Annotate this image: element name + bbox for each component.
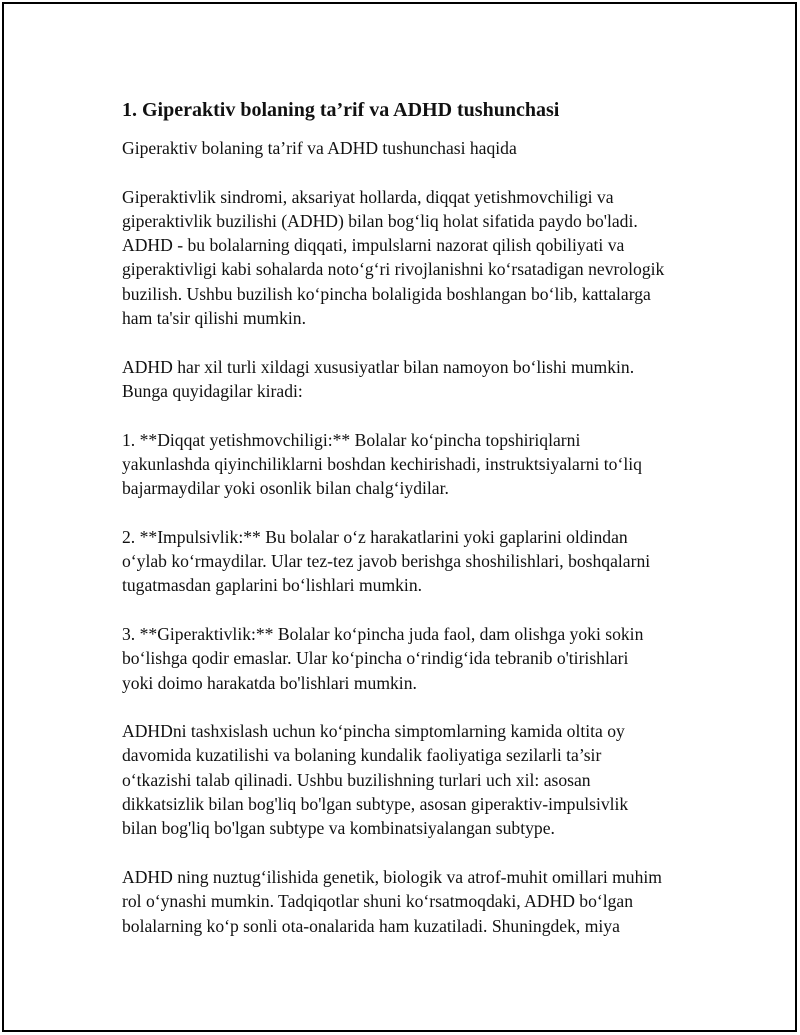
paragraph-line: ADHD har xil turli xildagi xususiyatlar bilan namoyon bo‘lishi mumkin. <box>122 356 635 377</box>
paragraph <box>122 525 712 598</box>
paragraph-line: davomida kuzatilishi va bolaning kundalik faoliyatiga sezilarli ta’sir <box>122 745 602 766</box>
paragraph-line: buzilish. Ushbu buzilish ko‘pincha bolaligida boshlangan bo‘lib, kattalarga <box>122 283 651 304</box>
document-subtitle: Giperaktiv bolaning ta’rif va ADHD tushunchasi haqida <box>122 138 517 158</box>
document-body <box>122 97 712 938</box>
paragraph-line: tugatmasdan gaplarini bo‘lishlari mumkin. <box>122 575 423 596</box>
paragraph-line: bajarmaydilar yoki osonlik bilan chalg‘iydilar. <box>122 478 449 499</box>
paragraph-line: dikkatsizlik bilan bog'liq bo'lgan subtype, asosan giperaktiv-impulsivlik <box>122 794 629 815</box>
paragraph <box>122 428 712 501</box>
paragraph-line: 1. **Diqqat yetishmovchiligi:** Bolalar ko‘pincha topshiriqlarni <box>122 429 581 450</box>
paragraph <box>122 719 712 840</box>
paragraph <box>122 865 712 938</box>
paragraph-line: Bunga quyidagilar kiradi: <box>122 380 303 401</box>
paragraph-line: bo‘lishga qodir emaslar. Ular ko‘pincha o‘rindig‘ida tebranib o'tirishlari <box>122 648 629 669</box>
paragraph-line: 3. **Giperaktivlik:** Bolalar ko‘pincha juda faol, dam olishga yoki sokin <box>122 623 644 644</box>
paragraph-line: ADHDni tashxislash uchun ko‘pincha simptomlarning kamida oltita oy <box>122 721 625 742</box>
paragraph-line: o‘tkazishi talab qilinadi. Ushbu buzilishning turlari uch xil: asosan <box>122 769 591 790</box>
document-title: 1. Giperaktiv bolaning ta’rif va ADHD tushunchasi <box>122 99 560 121</box>
paragraph <box>122 185 712 331</box>
paragraph-line: 2. **Impulsivlik:** Bu bolalar o‘z harakatlarini yoki gaplarini oldindan <box>122 526 628 547</box>
paragraph-line: Giperaktivlik sindromi, aksariyat hollarda, diqqat yetishmovchiligi va <box>122 186 614 207</box>
page-frame <box>2 2 797 1032</box>
paragraph <box>122 355 712 404</box>
paragraph-line: giperaktivligi kabi sohalarda noto‘g‘ri rivojlanishni ko‘rsatadigan nevrologik <box>122 259 665 280</box>
paragraph-line: bilan bog'liq bo'lgan subtype va kombinatsiyalangan subtype. <box>122 818 555 839</box>
paragraph-line: yoki doimo harakatda bo'lishlari mumkin. <box>122 672 417 693</box>
paragraph-line: ADHD - bu bolalarning diqqati, impulslarni nazorat qilish qobiliyati va <box>122 235 625 256</box>
paragraph-line: rol o‘ynashi mumkin. Tadqiqotlar shuni ko‘rsatmoqdaki, ADHD bo‘lgan <box>122 891 634 912</box>
paragraph-line: bolalarning ko‘p sonli ota-onalarida ham kuzatiladi. Shuningdek, miya <box>122 915 620 936</box>
paragraph-line: ham ta'sir qilishi mumkin. <box>122 308 306 329</box>
paragraph-line: yakunlashda qiyinchiliklarni boshdan kechirishadi, instruktsiyalarni to‘liq <box>122 453 642 474</box>
paragraph-list <box>122 185 712 938</box>
paragraph-line: ADHD ning nuztug‘ilishida genetik, biologik va atrof-muhit omillari muhim <box>122 866 662 887</box>
paragraph <box>122 622 712 695</box>
paragraph-line: giperaktivlik buzilishi (ADHD) bilan bog‘liq holat sifatida paydo bo'ladi. <box>122 210 638 231</box>
paragraph-line: o‘ylab ko‘rmaydilar. Ular tez-tez javob berishga shoshilishlari, boshqalarni <box>122 551 651 572</box>
